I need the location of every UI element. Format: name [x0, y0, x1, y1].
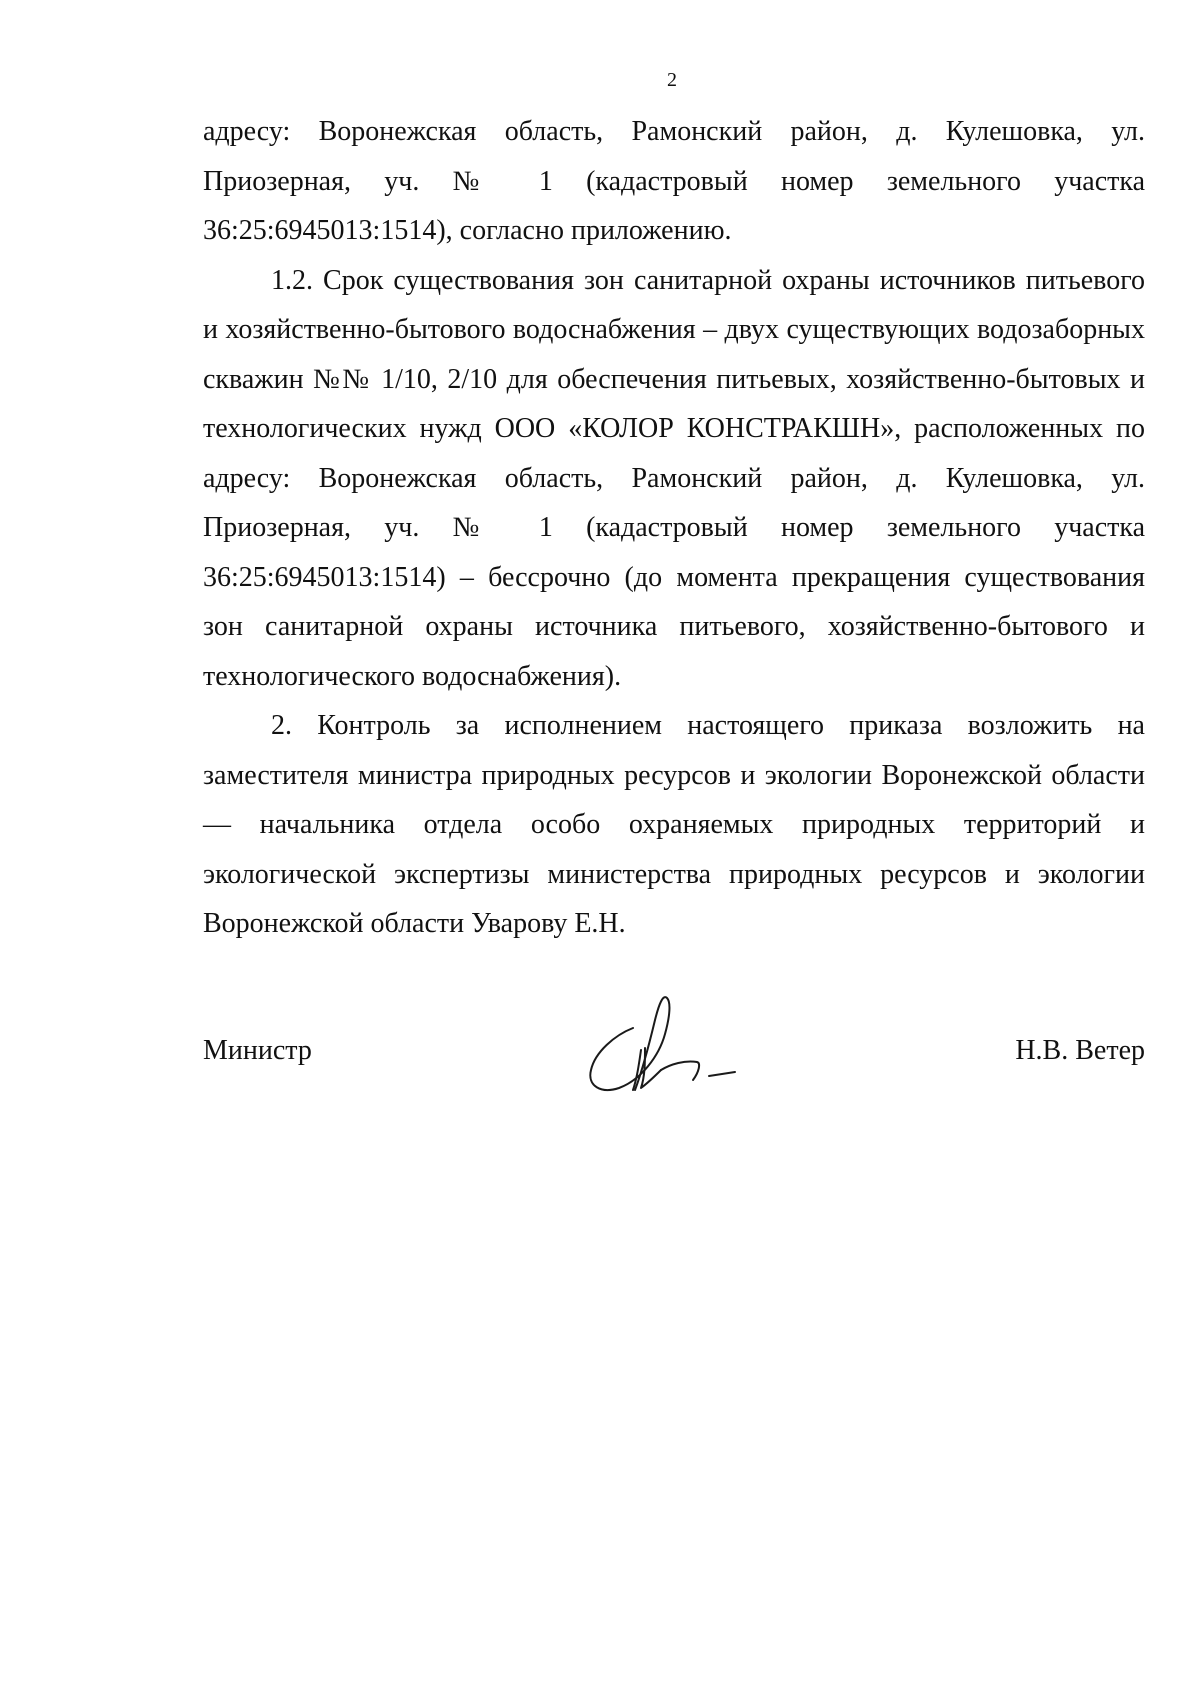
signatory-title: Министр: [203, 1035, 312, 1066]
signatory-name: Н.В. Ветер: [1015, 1035, 1145, 1066]
paragraph-address-continuation: адресу: Воронежская область, Рамонский район, д. Кулешовка, ул. Приозерная, уч. № 1 (кадастровый номер земельного участка 36:25:6945013:1514), согласно приложению.: [203, 116, 1145, 246]
paragraph-1-2-term: 1.2. Срок существования зон санитарной охраны источников питьевого и хозяйственно-бытового водоснабжения – двух существующих водозаборных скважин №№ 1/10, 2/10 для обеспечения питьевых, хозяйственно-бытовых и технологических нужд ООО «КОЛОР КОНСТРАКШН», расположенных по адресу: Воронежская область, Рамонский район, д. Кулешовка, ул. Приозерная, уч. № 1 (кадастровый номер земельного участка 36:25:6945013:1514) – бессрочно (до момента прекращения существования зон санитарной охраны источника питьевого, хозяйственно-бытового и технологического водоснабжения).: [203, 264, 1145, 692]
document-body: [203, 107, 1145, 949]
page-number: 2: [667, 69, 677, 91]
signature-block: [203, 1000, 1145, 1120]
paragraph-2-control: 2. Контроль за исполнением настоящего приказа возложить на заместителя министра природных ресурсов и экологии Воронежской области — начальника отдела особо охраняемых природных территорий и экологической экспертизы министерства природных ресурсов и экологии Воронежской области Уварову Е.Н.: [203, 710, 1145, 939]
handwritten-signature: [575, 990, 745, 1105]
